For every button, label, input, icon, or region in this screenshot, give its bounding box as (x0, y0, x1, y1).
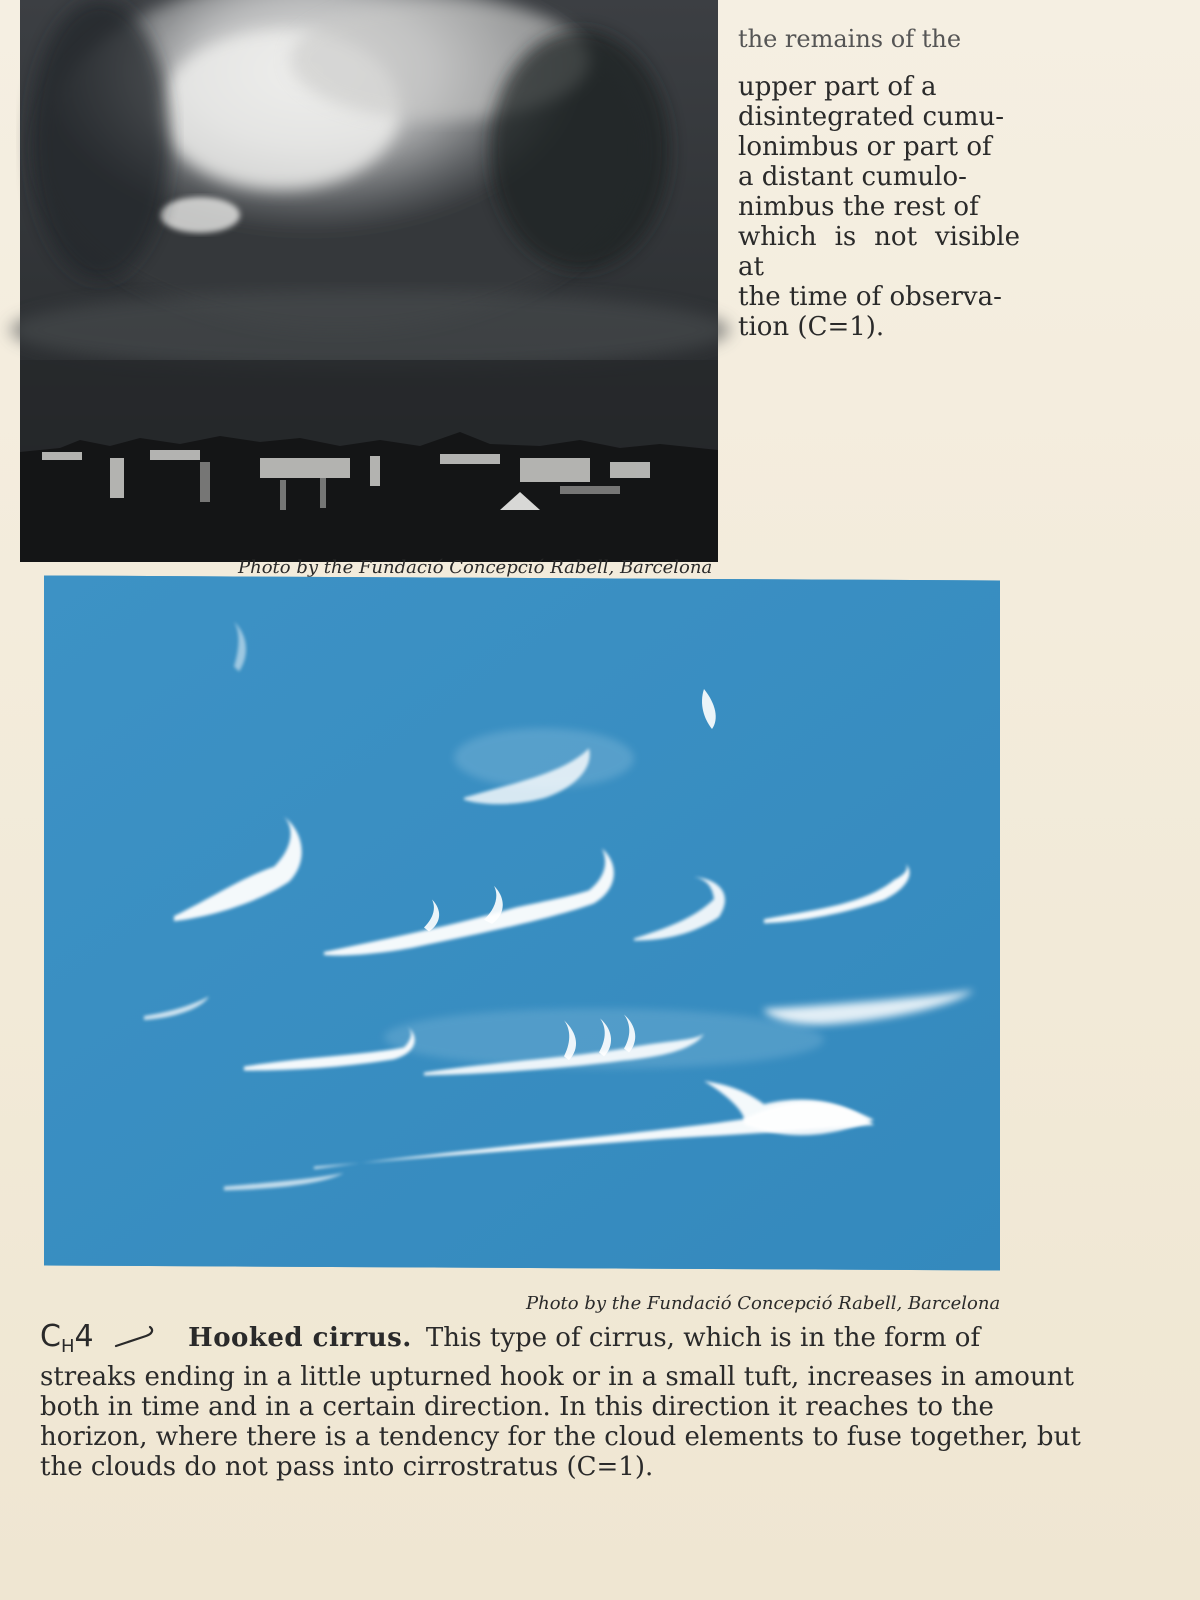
side-paragraph (738, 6, 1020, 342)
side-paragraph-body: upper part of a disintegrated cumu- lonimbus or part of a distant cumulo- nimbus the rest of which is not visible at the time of observa- tion (C=1). (738, 72, 1020, 342)
caption-line-1 (40, 1319, 1050, 1362)
hooked-cirrus-photo-image (44, 575, 1000, 1270)
cumulonimbus-photo (20, 0, 718, 562)
top-photo-credit: Photo by the Fundació Concepció Rabell, Barcelona (238, 557, 713, 578)
cut-off-line: the remains of the (738, 25, 962, 53)
cumulonimbus-photo-image (20, 0, 718, 562)
caption-line-3: both in time and in a certain direction. In this direction it reaches to the (40, 1392, 994, 1422)
caption-line-2: streaks ending in a little upturned hook or in a small tuft, increases in amount (40, 1362, 1074, 1392)
hooked-cirrus-photo (44, 575, 1000, 1270)
caption-line-4: horizon, where there is a tendency for the cloud elements to fuse together, but (40, 1422, 1081, 1452)
cloud-code-subscript: H (60, 1336, 75, 1357)
caption-title: Hooked cirrus. (188, 1323, 412, 1353)
cloud-code-letter: C (40, 1319, 61, 1354)
cloud-code (40, 1319, 94, 1357)
cloud-code-number: 4 (74, 1319, 94, 1354)
hook-symbol-icon (112, 1324, 160, 1350)
bottom-photo-credit: Photo by the Fundació Concepció Rabell, Barcelona (526, 1293, 1001, 1314)
caption-paragraph (40, 1319, 1081, 1482)
caption-line-5: the clouds do not pass into cirrostratus (C=1). (40, 1452, 654, 1482)
caption-lead: This type of cirrus, which is in the form of (425, 1323, 981, 1353)
